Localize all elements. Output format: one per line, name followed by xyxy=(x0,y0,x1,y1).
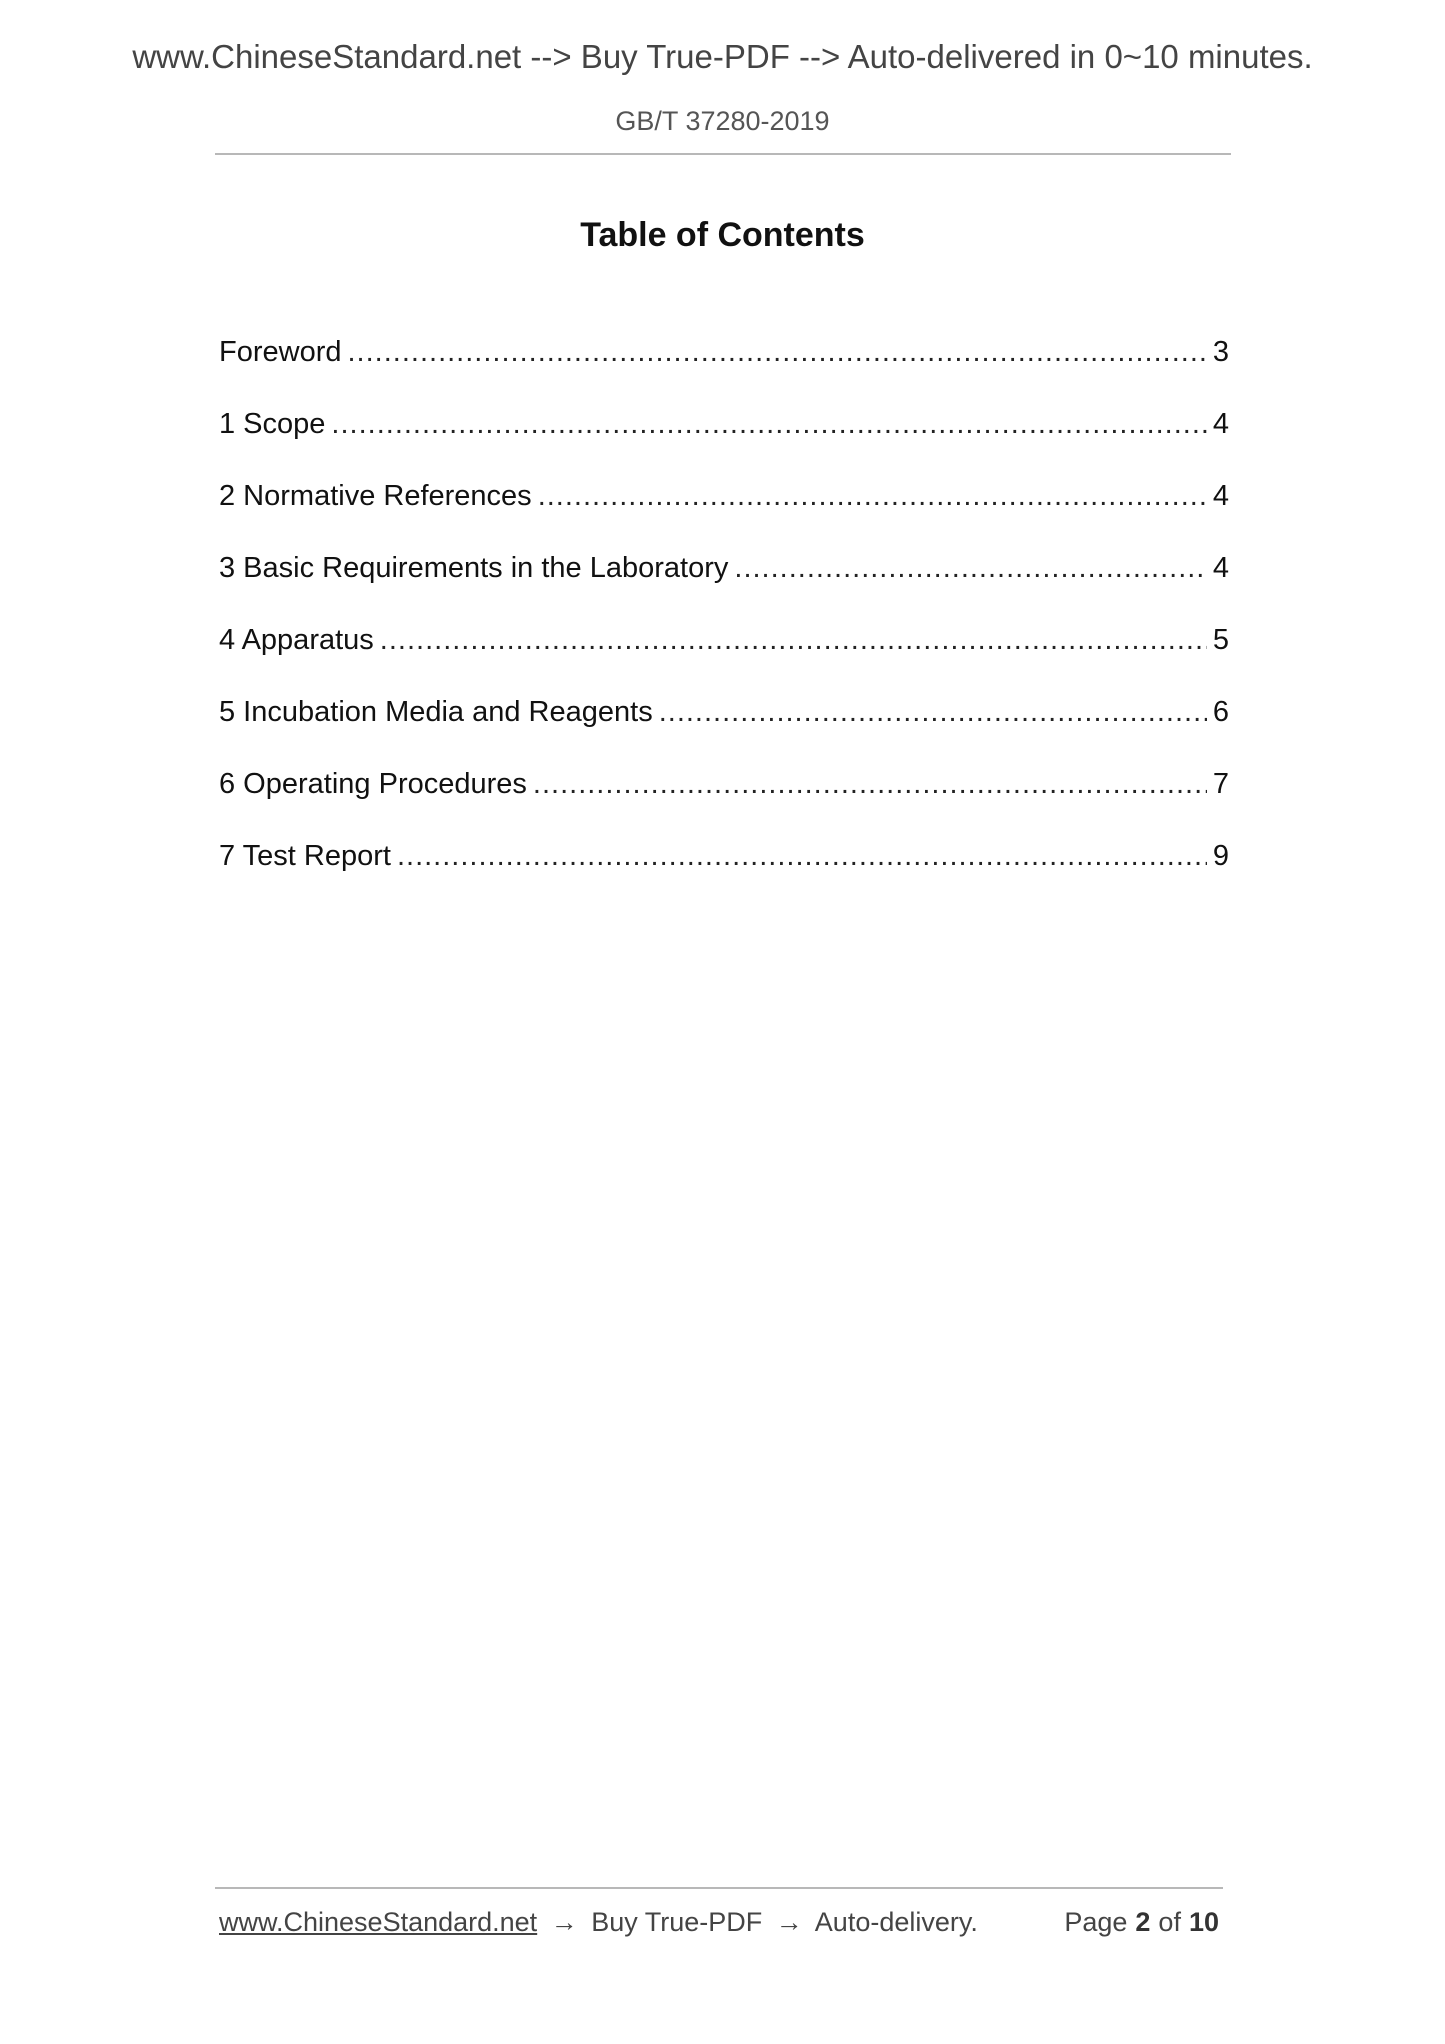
page-word: Page xyxy=(1064,1907,1128,1937)
toc-entry-page: 5 xyxy=(1212,624,1229,656)
toc-leader-dots xyxy=(659,696,1207,729)
toc-entry-label: 6 Operating Procedures xyxy=(219,768,527,800)
toc-entry-page: 6 xyxy=(1212,696,1229,728)
toc-entry-apparatus[interactable] xyxy=(219,624,1229,696)
toc-leader-dots xyxy=(348,336,1207,369)
toc-entry-basic-requirements[interactable] xyxy=(219,552,1229,624)
page-footer xyxy=(219,1907,1219,1947)
toc-entry-label: 4 Apparatus xyxy=(219,624,374,656)
toc-entry-incubation-media[interactable] xyxy=(219,696,1229,768)
toc-entry-label: 3 Basic Requirements in the Laboratory xyxy=(219,552,729,584)
toc-entry-label: 7 Test Report xyxy=(219,840,391,872)
top-banner: www.ChineseStandard.net --> Buy True-PDF --> Auto-delivered in 0~10 minutes. xyxy=(132,38,1313,75)
toc-entry-page: 4 xyxy=(1212,552,1229,584)
document-code: GB/T 37280-2019 xyxy=(615,106,830,136)
toc-leader-dots xyxy=(734,552,1206,585)
toc-entry-page: 4 xyxy=(1212,480,1229,512)
header-divider xyxy=(215,153,1231,155)
right-arrow-icon: → xyxy=(775,1907,803,1937)
right-arrow-icon: → xyxy=(550,1907,578,1937)
toc-leader-dots xyxy=(331,408,1206,441)
of-word: of xyxy=(1158,1907,1181,1937)
footer-site-link[interactable]: www.ChineseStandard.net xyxy=(219,1907,538,1937)
toc-entry-label: 5 Incubation Media and Reagents xyxy=(219,696,653,728)
toc-leader-dots xyxy=(397,840,1207,873)
toc-entry-normative-references[interactable] xyxy=(219,480,1229,552)
toc-entry-test-report[interactable] xyxy=(219,840,1229,912)
footer-buy-text: Buy True-PDF xyxy=(591,1907,763,1937)
current-page-number: 2 xyxy=(1135,1907,1151,1937)
toc-leader-dots xyxy=(380,624,1207,657)
toc-entry-scope[interactable] xyxy=(219,408,1229,480)
toc-entry-label: 2 Normative References xyxy=(219,480,532,512)
footer-delivery-text: Auto-delivery. xyxy=(814,1907,978,1937)
total-page-number: 10 xyxy=(1188,1907,1219,1937)
page-number xyxy=(1064,1907,1219,1938)
footer-divider xyxy=(215,1887,1223,1889)
toc-entry-page: 9 xyxy=(1212,840,1229,872)
toc-entry-foreword[interactable] xyxy=(219,336,1229,408)
toc-leader-dots xyxy=(533,768,1207,801)
toc-entry-label: Foreword xyxy=(219,336,342,368)
footer-promo xyxy=(219,1907,978,1938)
toc-leader-dots xyxy=(538,480,1207,513)
toc-entry-page: 3 xyxy=(1212,336,1229,368)
toc-entry-label: 1 Scope xyxy=(219,408,326,440)
toc-entry-page: 4 xyxy=(1212,408,1229,440)
toc-entry-page: 7 xyxy=(1212,768,1229,800)
toc-list xyxy=(219,336,1229,912)
toc-entry-operating-procedures[interactable] xyxy=(219,768,1229,840)
toc-title: Table of Contents xyxy=(580,216,865,254)
